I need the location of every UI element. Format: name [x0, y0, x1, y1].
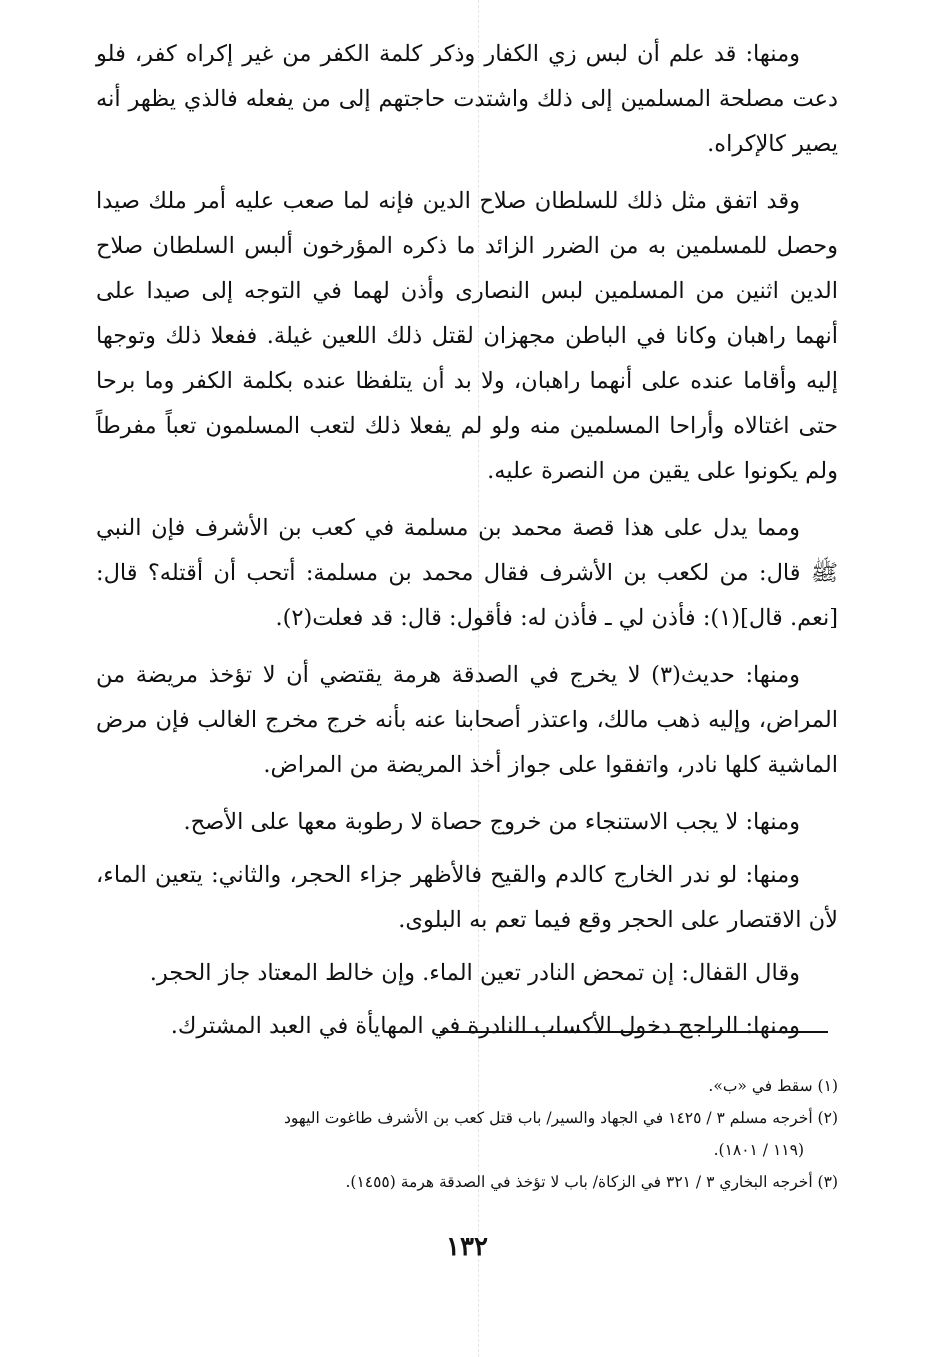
page-number: ١٣٢	[446, 1232, 488, 1262]
paragraph-muhammad-ibn-maslama: ومما يدل على هذا قصة محمد بن مسلمة في كعب بن الأشرف فإن النبي ﷺ قال: من لكعب بن الأشرف فقال محمد بن مسلمة: أتحب أن أقتله؟ قال: [نعم. قال](١): فأذن لي ـ فأذن له: فأقول: قال: قد فعلت(٢).	[96, 515, 838, 631]
footnote-1: (١) سقط في «ب».	[708, 1077, 838, 1095]
paragraph-qaffal: وقال القفال: إن تمحض النادر تعين الماء. وإن خالط المعتاد جاز الحجر.	[149, 960, 800, 986]
footnote-2-continuation: (١١٩ / ١٨٠١).	[713, 1141, 804, 1159]
footnotes	[96, 1070, 838, 1198]
footnote-3: (٣) أخرجه البخاري ٣ / ٣٢١ في الزكاة/ باب لا تؤخذ في الصدقة هرمة (١٤٥٥).	[345, 1173, 838, 1191]
paragraph-zakat-hadith: ومنها: حديث(٣) لا يخرج في الصدقة هرمة يقتضي أن لا تؤخذ مريضة من المراض، وإليه ذهب مالك، واعتذر أصحابنا عنه بأنه خرج مخرج الغالب فإن مرض الماشية كلها نادر، واتفقوا على جواز أخذ المريضة من المراض.	[96, 662, 838, 778]
main-text	[96, 32, 838, 1057]
paragraph-disguise-ruling: ومنها: قد علم أن لبس زي الكفار وذكر كلمة الكفر من غير إكراه كفر، فلو دعت مصلحة المسلمين إلى ذلك واشتدت حاجتهم إلى من يفعله فالذي يظهر أنه يصير كالإكراه.	[96, 41, 838, 157]
footnote-2: (٢) أخرجه مسلم ٣ / ١٤٢٥ في الجهاد والسير/ باب قتل كعب بن الأشرف طاغوت اليهود	[284, 1109, 838, 1127]
paragraph-rare-discharge: ومنها: لو ندر الخارج كالدم والقيح فالأظهر جزاء الحجر، والثاني: يتعين الماء، لأن الاقتصار على الحجر وقع فيما تعم به البلوى.	[96, 862, 838, 933]
paragraph-saladin-story: وقد اتفق مثل ذلك للسلطان صلاح الدين فإنه لما صعب عليه أمر ملك صيدا وحصل للمسلمين به من الضرر الزائد ما ذكره المؤرخون ألبس السلطان صلاح الدين اثنين من المسلمين لبس النصارى وأذن لهما في التوجه إلى صيدا على أنهما راهبان وكانا في الباطن مجهزان لقتل ذلك اللعين غيلة. ففعلا ذلك وتوجها إليه وأقاما عنده على أنهما راهبان، ولا بد أن يتلفظا عنده بكلمة الكفر وما برحا حتى اغتالاه وأراحا المسلمين منه ولو لم يفعلا ذلك لتعب المسلمون تعباً مفرطاً ولم يكونوا على يقين من النصرة عليه.	[96, 188, 838, 484]
paragraph-istinja: ومنها: لا يجب الاستنجاء من خروج حصاة لا رطوبة معها على الأصح.	[183, 809, 800, 835]
footnote-separator	[440, 1031, 828, 1033]
paragraph-muhayaa: ومنها: الراجح دخول الأكساب النادرة في المهايأة في العبد المشترك.	[170, 1013, 800, 1039]
